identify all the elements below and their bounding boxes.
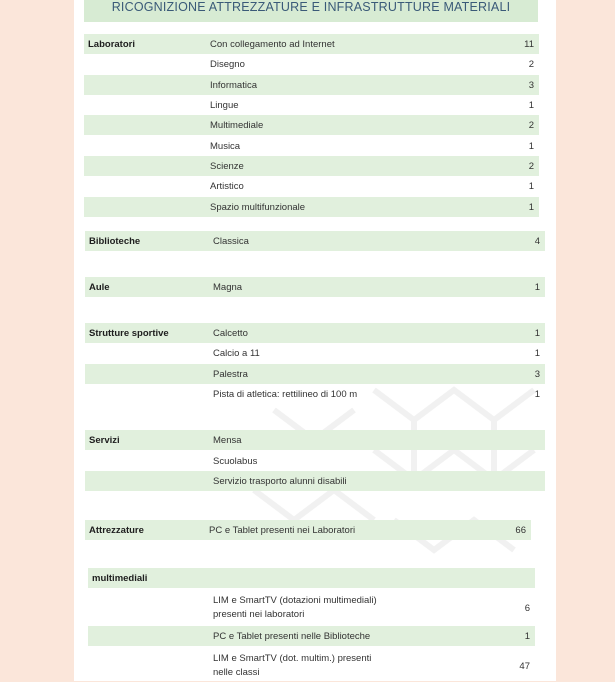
item-name: Magna	[213, 281, 243, 293]
item-count: 6	[524, 602, 530, 614]
item-count: 47	[519, 660, 530, 672]
table-row	[84, 176, 539, 196]
item-name-line: LIM e SmartTV (dot. multim.) presenti	[213, 653, 372, 664]
category-label: Laboratori	[88, 38, 135, 50]
item-name: Mensa	[213, 434, 242, 446]
table-row	[85, 364, 545, 384]
item-name: Artistico	[210, 180, 244, 192]
item-count: 1	[534, 347, 540, 359]
item-name: Palestra	[213, 368, 248, 380]
table-row	[85, 231, 545, 251]
item-count: 1	[528, 99, 534, 111]
item-name: Lingue	[210, 99, 239, 111]
table-row	[84, 34, 539, 54]
category-label: Aule	[89, 281, 110, 293]
item-name: Scienze	[210, 160, 244, 172]
item-count: 3	[534, 368, 540, 380]
item-count: 1	[528, 180, 534, 192]
table-row	[84, 156, 539, 176]
category-label: Servizi	[89, 434, 120, 446]
item-name: Con collegamento ad Internet	[210, 38, 335, 50]
item-name: PC e Tablet presenti nelle Biblioteche	[213, 630, 371, 642]
table-row	[85, 343, 545, 363]
item-name	[213, 594, 393, 622]
category-label: Strutture sportive	[89, 327, 169, 339]
item-count: 1	[534, 327, 540, 339]
item-count: 11	[524, 38, 534, 50]
item-name: Musica	[210, 140, 241, 152]
table-row	[85, 277, 545, 297]
item-name-line: presenti nei laboratori	[213, 609, 305, 620]
category-label: Biblioteche	[89, 235, 141, 247]
item-count: 2	[528, 160, 534, 172]
table-row	[84, 115, 539, 135]
item-count: 4	[534, 235, 540, 247]
table-row	[88, 592, 535, 624]
item-name-line: LIM e SmartTV (dotazioni multimediali)	[213, 595, 377, 606]
item-name: Disegno	[210, 58, 245, 70]
table-row	[85, 520, 531, 540]
table-row	[85, 471, 545, 491]
table-row	[85, 430, 545, 450]
item-count: 2	[528, 119, 534, 131]
item-name: Spazio multifunzionale	[210, 201, 306, 213]
item-name: Multimediale	[210, 119, 264, 131]
item-count: 2	[528, 58, 534, 70]
table-row	[88, 626, 535, 646]
item-count: 1	[524, 630, 530, 642]
table-row	[84, 95, 539, 115]
item-name: Informatica	[210, 79, 257, 91]
item-count: 1	[528, 140, 534, 152]
table-row	[85, 323, 545, 343]
item-name-line: nelle classi	[213, 667, 260, 678]
item-name: Classica	[213, 235, 249, 247]
item-name	[213, 652, 393, 680]
table-row	[88, 650, 535, 682]
item-name: PC e Tablet presenti nei Laboratori	[209, 524, 356, 536]
item-name: Calcetto	[213, 327, 248, 339]
item-count: 1	[534, 281, 540, 293]
table-row	[85, 451, 545, 471]
item-name: Servizio trasporto alunni disabili	[213, 475, 347, 487]
item-count: 66	[515, 524, 526, 536]
item-name: Scuolabus	[213, 455, 258, 467]
table-row	[84, 75, 539, 95]
page-title: RICOGNIZIONE ATTREZZATURE E INFRASTRUTTURE MATERIALI	[84, 0, 538, 22]
table-row	[84, 54, 539, 74]
category-label: Attrezzature	[89, 524, 144, 536]
item-name: Pista di atletica: rettilineo di 100 m	[213, 388, 358, 400]
item-count: 1	[528, 201, 534, 213]
category-label: multimediali	[92, 572, 148, 584]
item-name: Calcio a 11	[213, 347, 260, 359]
table-row	[84, 197, 539, 217]
table-row	[88, 568, 535, 588]
item-count: 3	[528, 79, 534, 91]
table-row	[84, 136, 539, 156]
item-count: 1	[534, 388, 540, 400]
table-row	[85, 384, 545, 404]
